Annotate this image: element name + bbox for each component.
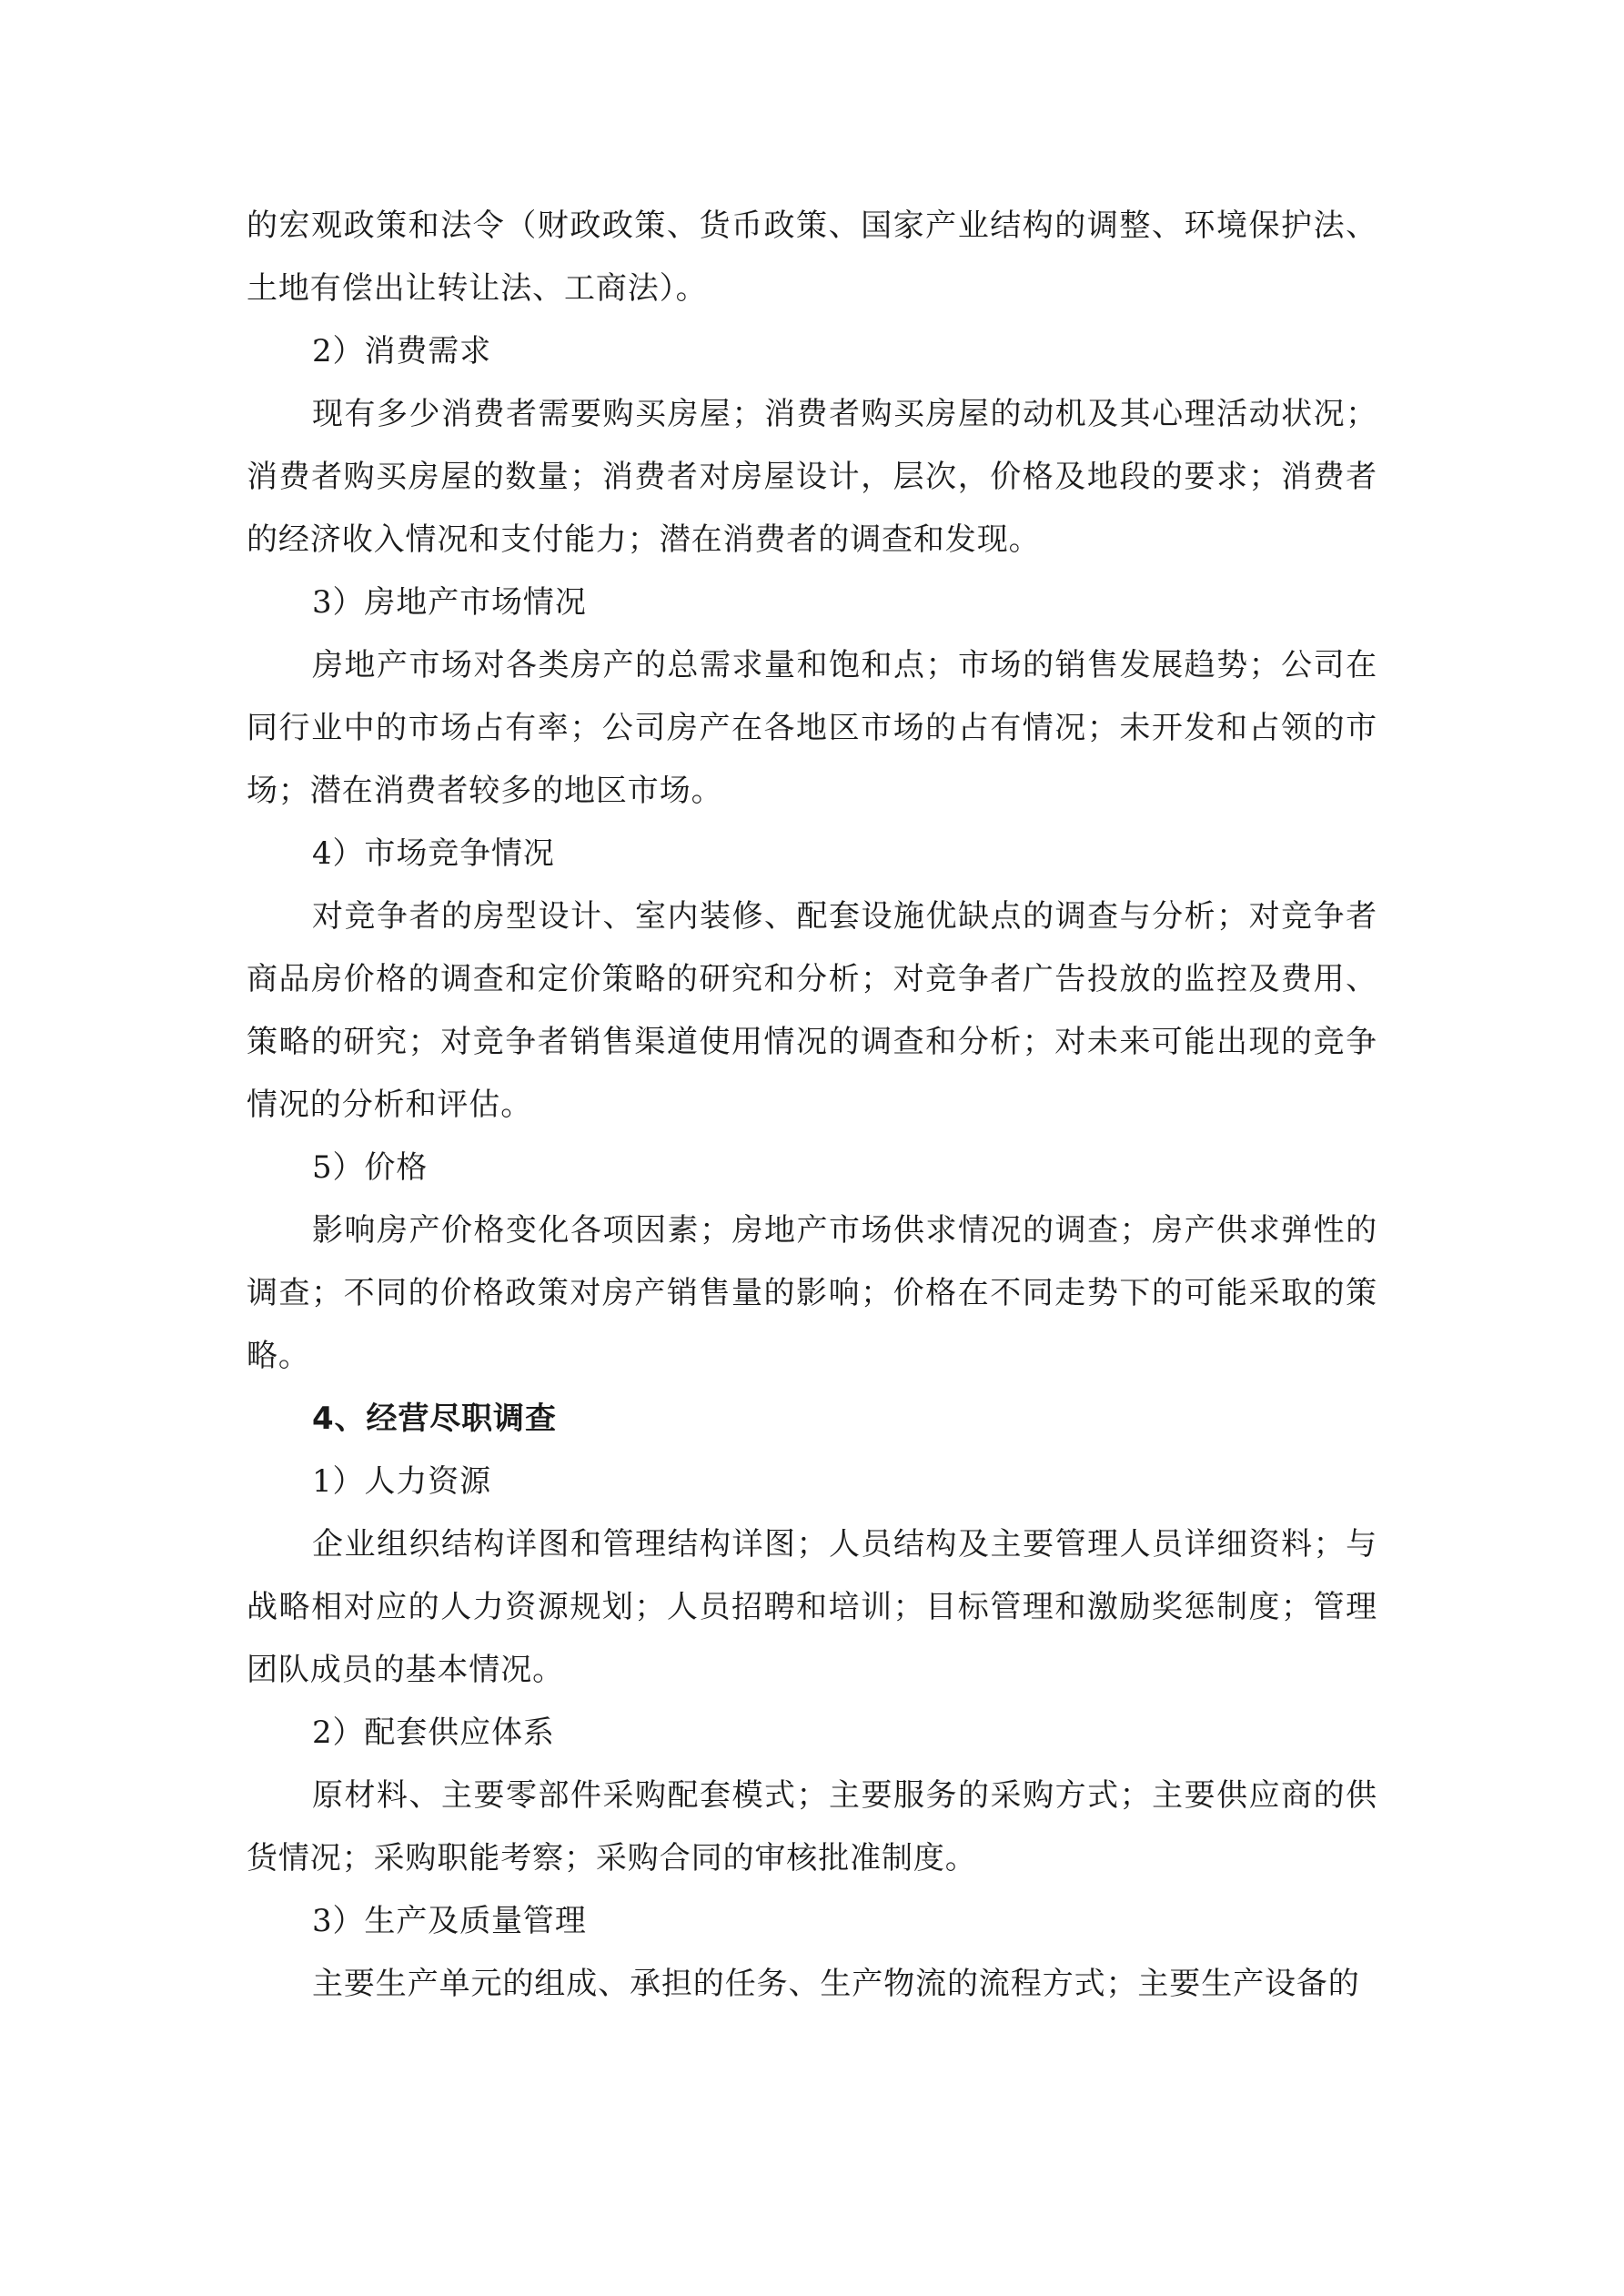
subheading-supply-system: 2）配套供应体系: [312, 1714, 555, 1751]
subheading-market-competition: 4）市场竞争情况: [312, 835, 555, 872]
subheading-production-quality: 3）生产及质量管理: [312, 1903, 587, 1939]
subheading-consumer-demand: 2）消费需求: [312, 333, 492, 369]
paragraph-price: 影响房产价格变化各项因素；房地产市场供求情况的调查；房产供求弹性的调查；不同的价格政策对房产销售量的影响；价格在不同走势下的可能采取的策略。: [247, 1212, 1377, 1374]
paragraph-real-estate-market: 房地产市场对各类房产的总需求量和饱和点；市场的销售发展趋势；公司在同行业中的市场占有率；公司房产在各地区市场的占有情况；未开发和占领的市场；潜在消费者较多的地区市场。: [247, 647, 1377, 809]
section-heading-operations-due-diligence: 4、经营尽职调查: [312, 1401, 557, 1437]
paragraph-macro-policy: 的宏观政策和法令（财政政策、货币政策、国家产业结构的调整、环境保护法、土地有偿出让转让法、工商法）。: [247, 207, 1377, 307]
document-body: [247, 195, 1377, 2016]
subheading-price: 5）价格: [312, 1149, 429, 1186]
paragraph-supply-system: 原材料、主要零部件采购配套模式；主要服务的采购方式；主要供应商的供货情况；采购职能考察；采购合同的审核批准制度。: [247, 1777, 1377, 1876]
subheading-real-estate-market: 3）房地产市场情况: [312, 584, 587, 621]
subheading-human-resources: 1）人力资源: [312, 1463, 492, 1500]
paragraph-market-competition: 对竞争者的房型设计、室内装修、配套设施优缺点的调查与分析；对竞争者商品房价格的调查和定价策略的研究和分析；对竞争者广告投放的监控及费用、策略的研究；对竞争者销售渠道使用情况的调查和分析；对未来可能出现的竞争情况的分析和评估。: [247, 898, 1377, 1123]
paragraph-production-quality: 主要生产单元的组成、承担的任务、生产物流的流程方式；主要生产设备的: [312, 1966, 1360, 2002]
paragraph-human-resources: 企业组织结构详图和管理结构详图；人员结构及主要管理人员详细资料；与战略相对应的人力资源规划；人员招聘和培训；目标管理和激励奖惩制度；管理团队成员的基本情况。: [247, 1526, 1377, 1688]
paragraph-consumer-demand: 现有多少消费者需要购买房屋；消费者购买房屋的动机及其心理活动状况；消费者购买房屋的数量；消费者对房屋设计，层次，价格及地段的要求；消费者的经济收入情况和支付能力；潜在消费者的调查和发现。: [247, 396, 1377, 558]
